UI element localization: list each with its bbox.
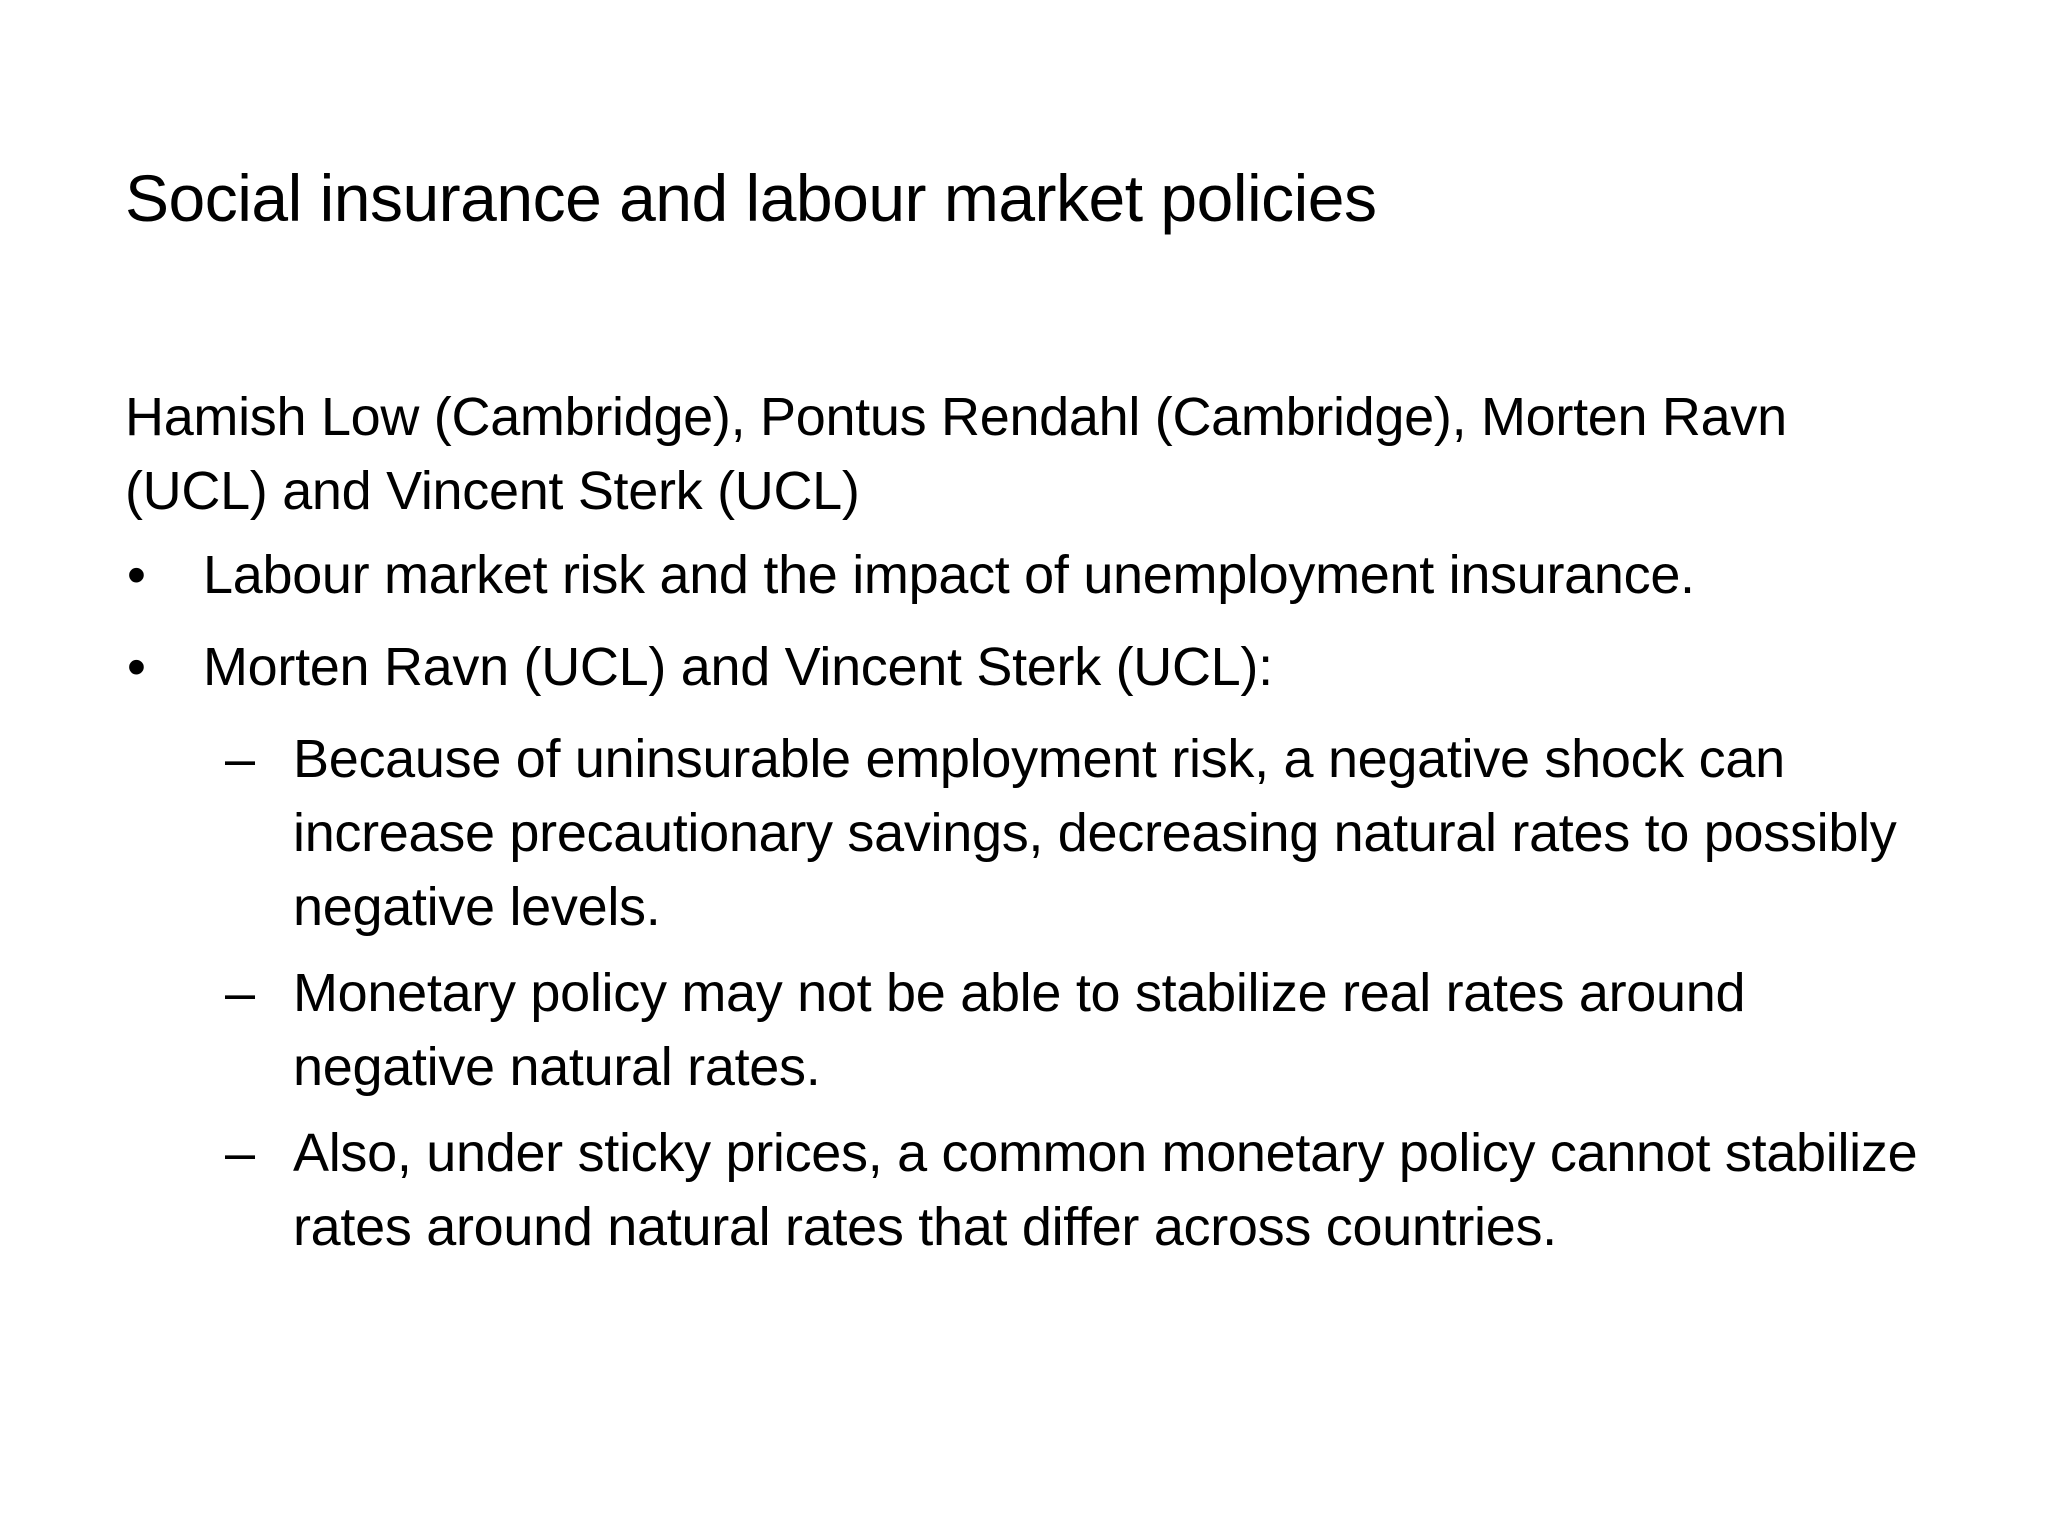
sub-bullet-item [125,1116,1933,1264]
sub-bullet-text: Also, under sticky prices, a common monetary policy cannot stabilize rates around natural rates that differ across countries. [293,1123,1918,1257]
sub-bullet-text: Monetary policy may not be able to stabilize real rates around negative natural rates. [293,963,1746,1097]
bullet-text: Morten Ravn (UCL) and Vincent Sterk (UCL): [203,637,1273,697]
bullet-item [125,630,1925,704]
sub-bullet-marker: – [225,729,255,789]
bullet-text: Labour market risk and the impact of unemployment insurance. [203,545,1695,605]
authors-line: Hamish Low (Cambridge), Pontus Rendahl (Cambridge), Morten Ravn (UCL) and Vincent Sterk (UCL) [125,387,1787,521]
sub-bullet-text: Because of uninsurable employment risk, a negative shock can increase precautionary savings, decreasing natural rates to possibly negative levels. [293,729,1897,937]
slide-title: Social insurance and labour market policies [125,161,1377,235]
bullet-marker: • [127,545,146,605]
sub-bullet-item [125,956,1933,1104]
bullet-item [125,538,1925,612]
slide-content [125,380,1925,1276]
bullet-marker: • [127,637,146,697]
sub-bullet-marker: – [225,1123,255,1183]
sub-bullet-marker: – [225,963,255,1023]
sub-bullet-item [125,722,1933,944]
